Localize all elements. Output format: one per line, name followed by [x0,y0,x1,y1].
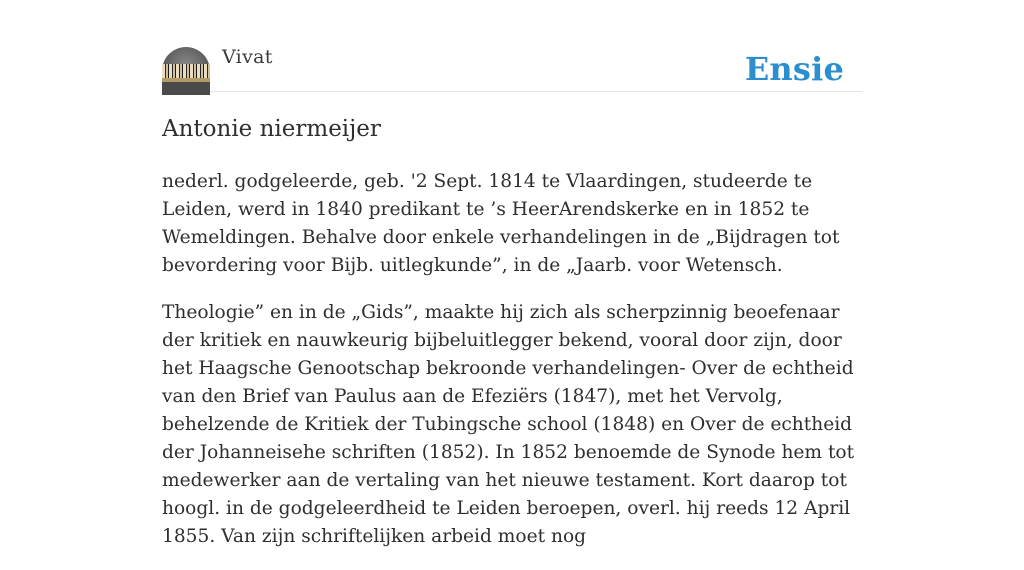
page-container [162,0,862,547]
avatar-shade [162,82,210,95]
brand-logo[interactable]: Ensie [744,50,844,88]
header [162,0,862,92]
article-body [162,168,862,570]
site-name[interactable]: Vivat [222,46,273,68]
bookshelf-avatar-icon[interactable] [162,47,210,95]
paragraph: Theologie” en in de „Gids”, maakte hij zich als scherpzinnig beoefenaar der kritiek en nauwkeurig bijbeluitlegger bekend, vooral door zijn, door het Haagsche Genootschap bekroonde verhandelingen- Over de echtheid van den Brief van Paulus aan de Efeziërs (1847), met het Vervolg, behelzende de Kritiek der Tubingsche school (1848) en Over de echtheid der Johanneisehe schriften (1852). In 1852 benoemde de Synode hem tot medewerker aan de vertaling van het nieuwe testament. Kort daarop tot hoogl. in de godgeleerdheid te Leiden beroepen, overl. hij reeds 12 April 1855. Van zijn schriftelijken arbeid moet nog [162,302,855,547]
article-title: Antonie niermeijer [162,116,381,142]
paragraph: nederl. godgeleerde, geb. '2 Sept. 1814 te Vlaardingen, studeerde te Leiden, werd in 1840 predikant te ’s HeerArendskerke en in 1852 te Wemeldingen. Behalve door enkele verhandelingen in de „Bijdragen tot bevordering voor Bijb. uitlegkunde”, in de „Jaarb. voor Wetensch. [162,171,840,276]
avatar-books [162,64,210,78]
